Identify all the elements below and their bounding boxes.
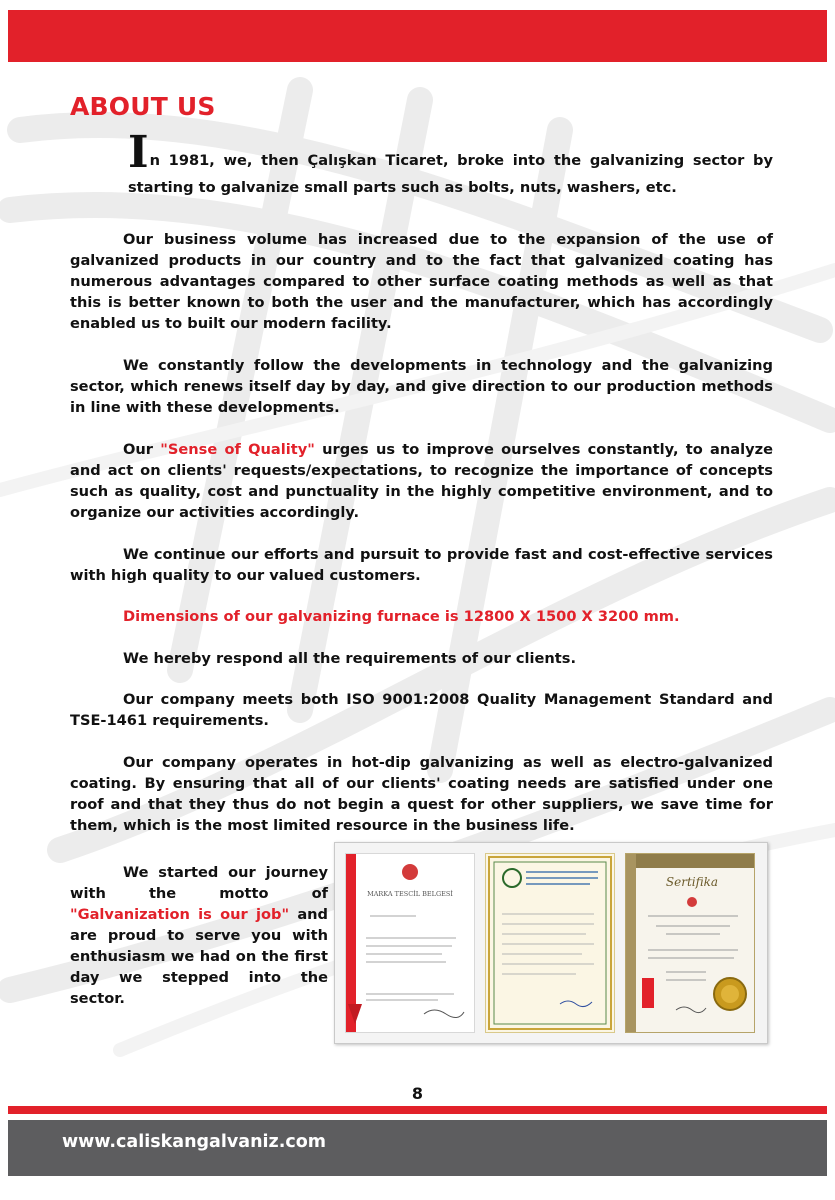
trademark-certificate-graphic [346, 854, 474, 1032]
motto-highlight: "Galvanization is our job" [70, 906, 290, 923]
intro-text: n 1981, we, then Çalışkan Ticaret, broke into the galvanizing sector by starting to galvanize small parts such as bolts, nuts, washers, etc. [128, 152, 773, 196]
trademark-certificate [345, 853, 475, 1033]
paragraph-sense-of-quality [70, 439, 773, 523]
footer-red-line [8, 1106, 827, 1114]
page-title: ABOUT US [70, 92, 216, 121]
header-band [8, 10, 827, 62]
paragraph-iso-standards: Our company meets both ISO 9001:2008 Quality Management Standard and TSE-1461 requirements. [70, 691, 773, 729]
paragraph-technology: We constantly follow the developments in technology and the galvanizing sector, which renews itself day by day, and give direction to our production methods in line with these developments. [70, 357, 773, 416]
motto-text-before: We started our journey with the motto of [70, 864, 328, 902]
website-link[interactable]: www.caliskangalvaniz.com [62, 1132, 327, 1152]
paragraph-requirements: We hereby respond all the requirements of our clients. [123, 650, 576, 667]
quality-highlight: "Sense of Quality" [160, 441, 315, 458]
sertifika-certificate-heading: Sertifika [665, 875, 719, 889]
motto-text-after: and are proud to serve you with enthusiasm we had on the first day we stepped into the sector. [70, 906, 328, 1007]
intro-paragraph [128, 127, 773, 201]
paragraph-motto [70, 862, 328, 1009]
paragraph-business-volume: Our business volume has increased due to the expansion of the use of galvanized products in our country and to the fact that galvanized coating has numerous advantages compared to other surface coating methods as well as that this is better known to both the user and the manufacturer, which has accordingly enabled us to built our modern facility. [70, 231, 773, 332]
tse-certificate-graphic [486, 854, 614, 1032]
page-number: 8 [411, 1084, 424, 1103]
paragraph-furnace-dimensions: Dimensions of our galvanizing furnace is 12800 X 1500 X 3200 mm. [123, 608, 680, 625]
paragraph-efforts: We continue our efforts and pursuit to provide fast and cost-effective services with high quality to our valued customers. [70, 546, 773, 584]
sertifika-certificate [625, 853, 755, 1033]
sertifika-certificate-graphic [626, 854, 754, 1032]
drop-cap: I [128, 127, 149, 178]
tse-certificate [485, 853, 615, 1033]
quality-text-before: Our [123, 441, 161, 458]
paragraph-operations: Our company operates in hot-dip galvanizing as well as electro-galvanized coating. By ensuring that all of our clients' coating needs are satisfied under one roof and that they thus do not begin a quest for other suppliers, we save time for them, which is the most limited resource in the business life. [70, 754, 773, 834]
quality-text-after: urges us to improve ourselves constantly, to analyze and act on clients' requests/expectations, to recognize the importance of concepts such as quality, cost and punctuality in the highly competitive environment, and to organize our activities accordingly. [70, 441, 774, 521]
certificates-photo [334, 842, 768, 1044]
trademark-certificate-heading: MARKA TESCİL BELGESİ [367, 890, 453, 898]
